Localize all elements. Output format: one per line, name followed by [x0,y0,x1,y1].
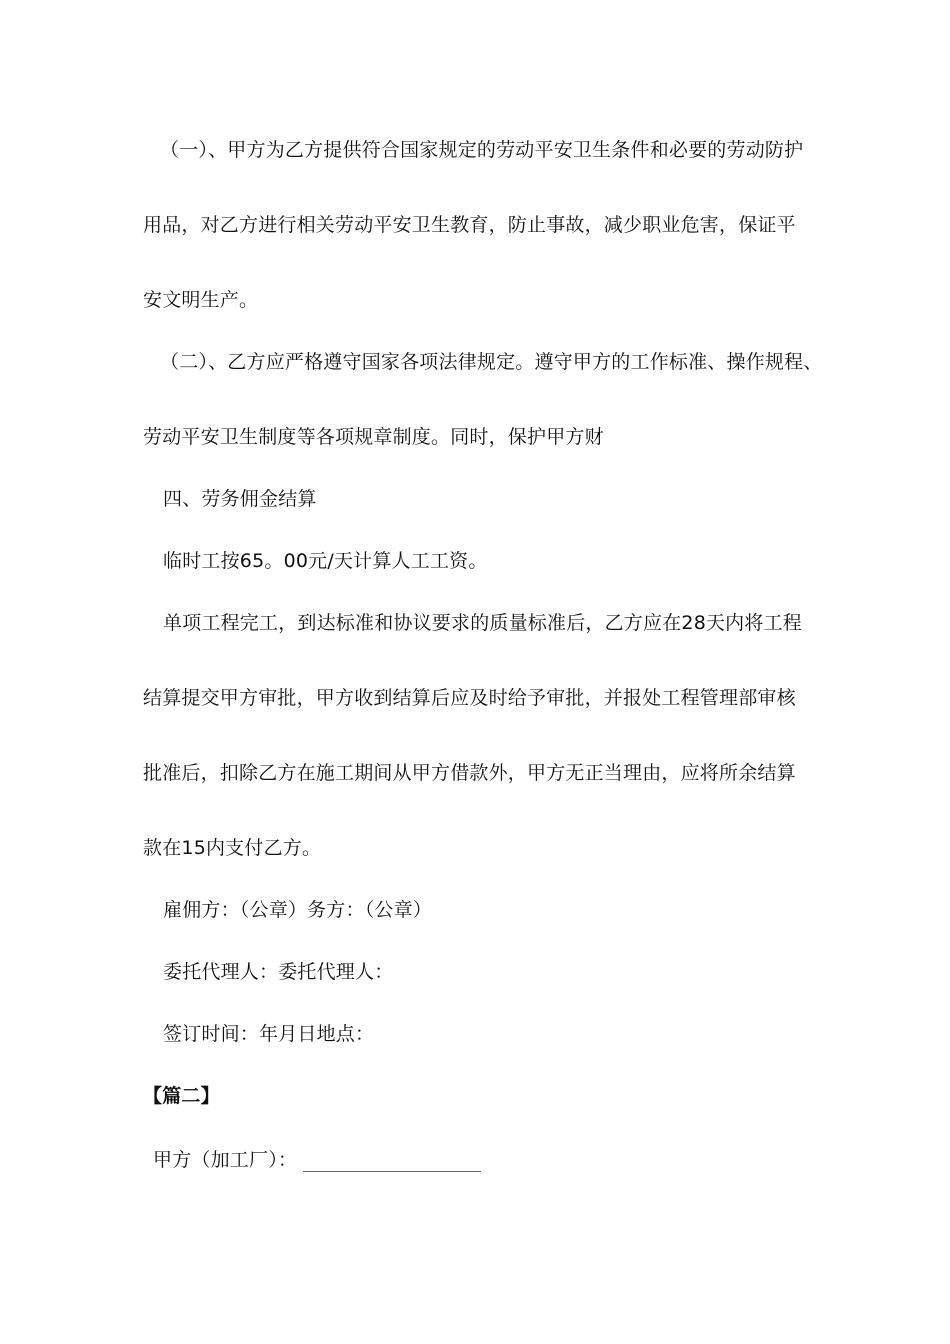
signature-line: 委托代理人：委托代理人： [163,961,394,983]
section-title: 【篇二】 [143,1085,220,1107]
paragraph-line: 临时工按65。00元/天计算人工工资。 [163,550,488,572]
section-heading: 四、劳务佣金结算 [163,488,317,510]
paragraph-line: 安文明生产。 [143,289,259,311]
paragraph-line: 用品，对乙方进行相关劳动平安卫生教育，防止事故，减少职业危害，保证平 [143,214,796,236]
paragraph-line: 单项工程完工，到达标准和协议要求的质量标准后，乙方应在28天内将工程 [163,612,802,634]
signature-line: 雇佣方：（公章）务方：（公章） [163,899,433,921]
paragraph-line: 劳动平安卫生制度等各项规章制度。同时，保护甲方财 [143,426,604,448]
paragraph-line: 批准后，扣除乙方在施工期间从甲方借款外，甲方无正当理由，应将所余结算 [143,762,796,784]
paragraph-line: （一）、甲方为乙方提供符合国家规定的劳动平安卫生条件和必要的劳动防护 [160,139,804,161]
paragraph-line: 款在15内支付乙方。 [143,837,322,859]
paragraph-line: 结算提交甲方审批，甲方收到结算后应及时给予审批，并报处工程管理部审核 [143,687,796,709]
paragraph-line: （二）、乙方应严格遵守国家各项法律规定。遵守甲方的工作标准、操作规程、 [160,351,823,373]
party-a-label: 甲方（加工厂）： [153,1149,298,1171]
signature-line: 签订时间：年月日地点： [163,1023,375,1045]
party-a-blank-field [303,1153,481,1172]
party-a-line [153,1148,481,1172]
